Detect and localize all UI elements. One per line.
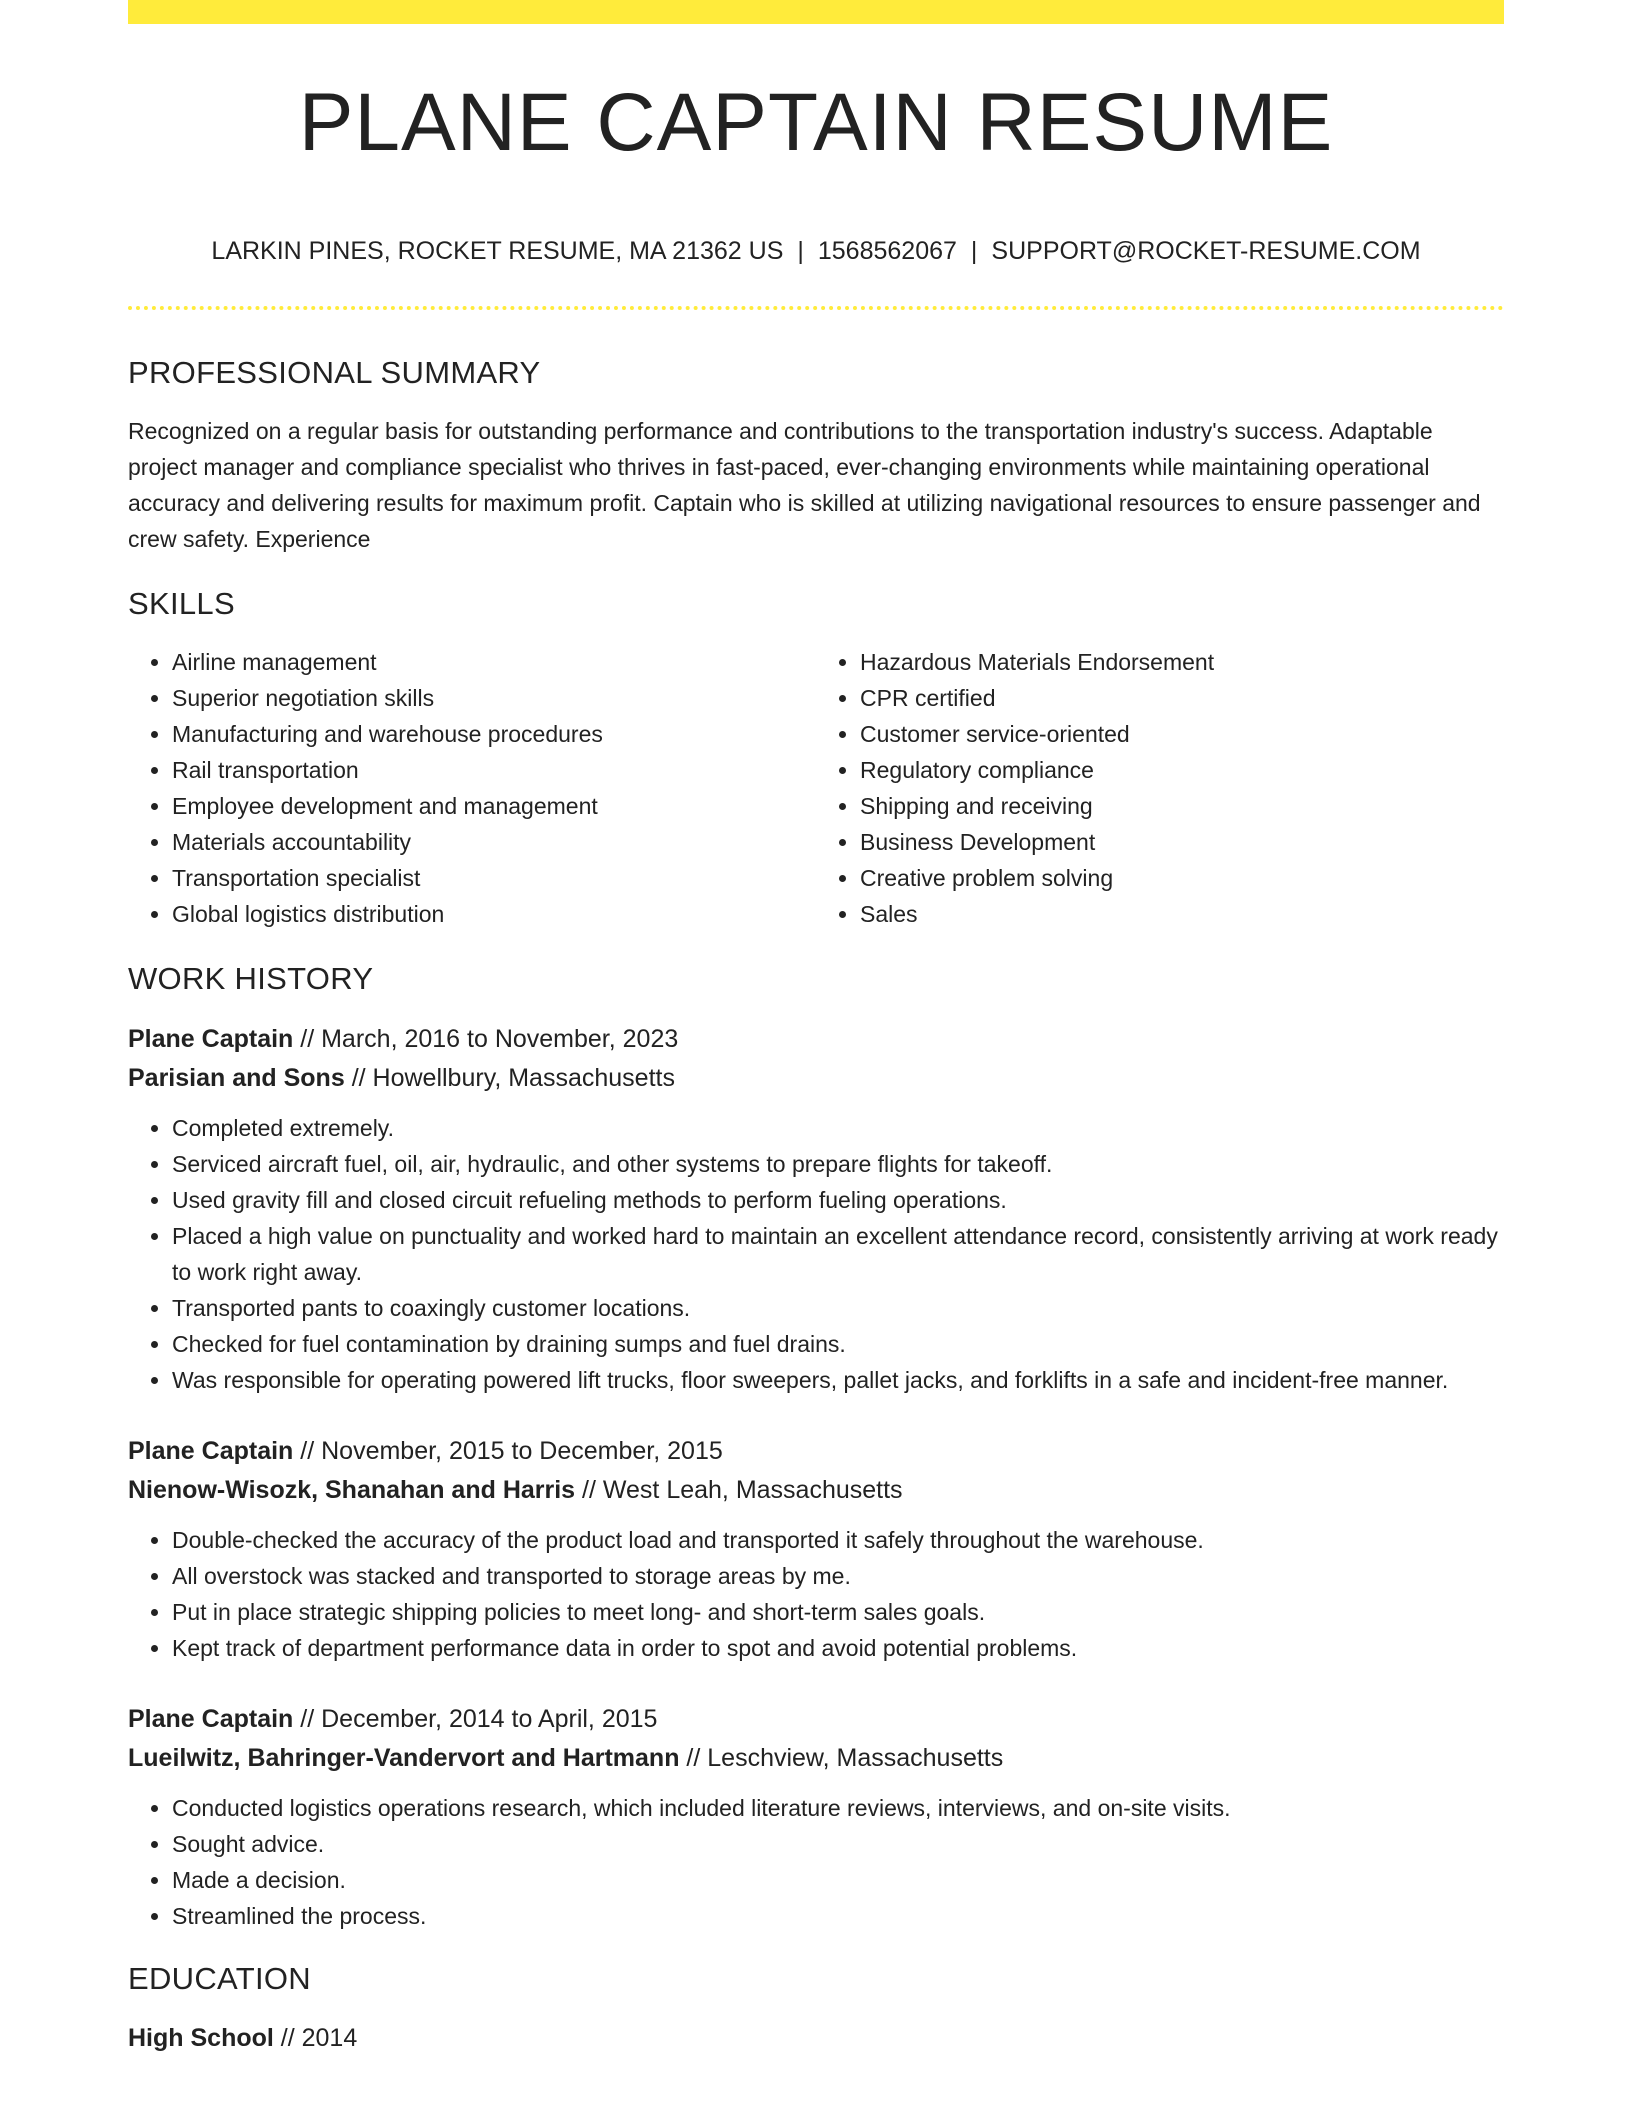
- skill-item: • Sales: [860, 896, 1504, 932]
- job-dates: // December, 2014 to April, 2015: [293, 1704, 658, 1733]
- skill-item: • CPR certified: [860, 680, 1504, 716]
- job-location: // West Leah, Massachusetts: [575, 1475, 903, 1504]
- job-entry: [128, 1700, 1504, 1934]
- job-entry: [128, 1020, 1504, 1398]
- skill-item: • Business Development: [860, 824, 1504, 860]
- job-bullet: • Serviced aircraft fuel, oil, air, hydraulic, and other systems to prepare flights for takeoff.: [172, 1146, 1504, 1182]
- job-bullet: • Completed extremely.: [172, 1110, 1504, 1146]
- job-bullet: • Kept track of department performance data in order to spot and avoid potential problems.: [172, 1630, 1504, 1666]
- job-title-line: [128, 1432, 1504, 1471]
- section-heading: WORK HISTORY: [128, 961, 374, 997]
- job-bullet: • Used gravity fill and closed circuit refueling methods to perform fueling operations.: [172, 1182, 1504, 1218]
- job-bullets: [128, 1790, 1504, 1934]
- company-name: Nienow-Wisozk, Shanahan and Harris: [128, 1475, 576, 1504]
- job-bullets: [128, 1522, 1504, 1666]
- skill-item: • Global logistics distribution: [172, 896, 816, 932]
- skill-item: • Transportation specialist: [172, 860, 816, 896]
- job-title: Plane Captain: [128, 1436, 294, 1465]
- job-entry: [128, 1432, 1504, 1666]
- job-bullets: [128, 1110, 1504, 1398]
- education-line: [128, 2019, 1504, 2058]
- section-heading: EDUCATION: [128, 1960, 311, 1996]
- company-name: Parisian and Sons: [128, 1063, 345, 1092]
- job-title-line: [128, 1020, 1504, 1059]
- skills-right-list: [816, 644, 1504, 932]
- job-bullet: • Placed a high value on punctuality and worked hard to maintain an excellent attendance record, consistently arriving at work ready to work right away.: [172, 1218, 1504, 1290]
- skills-left-list: [128, 644, 816, 932]
- degree: High School: [128, 2023, 274, 2052]
- resume-title: PLANE CAPTAIN RESUME: [298, 77, 1334, 168]
- skill-item: • Materials accountability: [172, 824, 816, 860]
- job-bullet: • Double-checked the accuracy of the product load and transported it safely throughout the warehouse.: [172, 1522, 1504, 1558]
- section-heading: PROFESSIONAL SUMMARY: [128, 355, 541, 390]
- job-title: Plane Captain: [128, 1024, 294, 1053]
- skills-section: [128, 585, 1504, 932]
- job-bullet: • Streamlined the process.: [172, 1898, 1504, 1934]
- skill-item: • Manufacturing and warehouse procedures: [172, 716, 816, 752]
- job-title: Plane Captain: [128, 1704, 294, 1733]
- work-history-section: [128, 960, 1504, 1933]
- address: LARKIN PINES, ROCKET RESUME, MA 21362 US: [211, 237, 784, 265]
- skill-item: • Hazardous Materials Endorsement: [860, 644, 1504, 680]
- job-dates: // March, 2016 to November, 2023: [293, 1024, 679, 1053]
- skill-item: • Shipping and receiving: [860, 788, 1504, 824]
- contact-separator: |: [797, 237, 804, 265]
- job-bullet: • Checked for fuel contamination by draining sumps and fuel drains.: [172, 1326, 1504, 1362]
- skill-item: • Customer service-oriented: [860, 716, 1504, 752]
- skill-item: • Rail transportation: [172, 752, 816, 788]
- contact-line: [128, 236, 1504, 266]
- section-heading: SKILLS: [128, 586, 235, 622]
- dotted-divider: [128, 306, 1504, 310]
- job-title-line: [128, 1700, 1504, 1739]
- job-company-line: [128, 1059, 1504, 1098]
- email-link[interactable]: SUPPORT@ROCKET-RESUME.COM: [991, 237, 1421, 265]
- skill-item: • Regulatory compliance: [860, 752, 1504, 788]
- skill-item: • Superior negotiation skills: [172, 680, 816, 716]
- company-name: Lueilwitz, Bahringer-Vandervort and Hartmann: [128, 1743, 680, 1772]
- summary-text: Recognized on a regular basis for outstanding performance and contributions to the transportation industry's success. Adaptable project manager and compliance specialist who thrives in fast-paced, ever-changing environments while maintaining operational accuracy and delivering results for maximum profit. Captain who is skilled at utilizing navigational resources to ensure passenger and crew safety. Experience: [128, 418, 1481, 553]
- skill-item: • Airline management: [172, 644, 816, 680]
- education-section: [128, 1960, 1504, 2058]
- resume-content: [128, 354, 1504, 2058]
- top-accent-bar: [128, 0, 1504, 24]
- job-company-line: [128, 1739, 1504, 1778]
- skill-item: • Employee development and management: [172, 788, 816, 824]
- job-location: // Leschview, Massachusetts: [679, 1743, 1004, 1772]
- job-bullet: • All overstock was stacked and transported to storage areas by me.: [172, 1558, 1504, 1594]
- summary-section: [128, 354, 1504, 557]
- job-bullet: • Put in place strategic shipping policies to meet long- and short-term sales goals.: [172, 1594, 1504, 1630]
- contact-separator: |: [970, 237, 978, 265]
- job-bullet: • Sought advice.: [172, 1826, 1504, 1862]
- job-bullet: • Conducted logistics operations research, which included literature reviews, interviews, and on-site visits.: [172, 1790, 1504, 1826]
- phone: 1568562067: [817, 237, 957, 265]
- job-location: // Howellbury, Massachusetts: [344, 1063, 675, 1092]
- job-dates: // November, 2015 to December, 2015: [293, 1436, 723, 1465]
- job-bullet: • Made a decision.: [172, 1862, 1504, 1898]
- skill-item: • Creative problem solving: [860, 860, 1504, 896]
- job-bullet: • Transported pants to coaxingly customer locations.: [172, 1290, 1504, 1326]
- job-bullet: • Was responsible for operating powered lift trucks, floor sweepers, pallet jacks, and forklifts in a safe and incident-free manner.: [172, 1362, 1504, 1398]
- education-year: // 2014: [273, 2023, 358, 2052]
- skills-columns: [128, 644, 1504, 932]
- job-company-line: [128, 1471, 1504, 1510]
